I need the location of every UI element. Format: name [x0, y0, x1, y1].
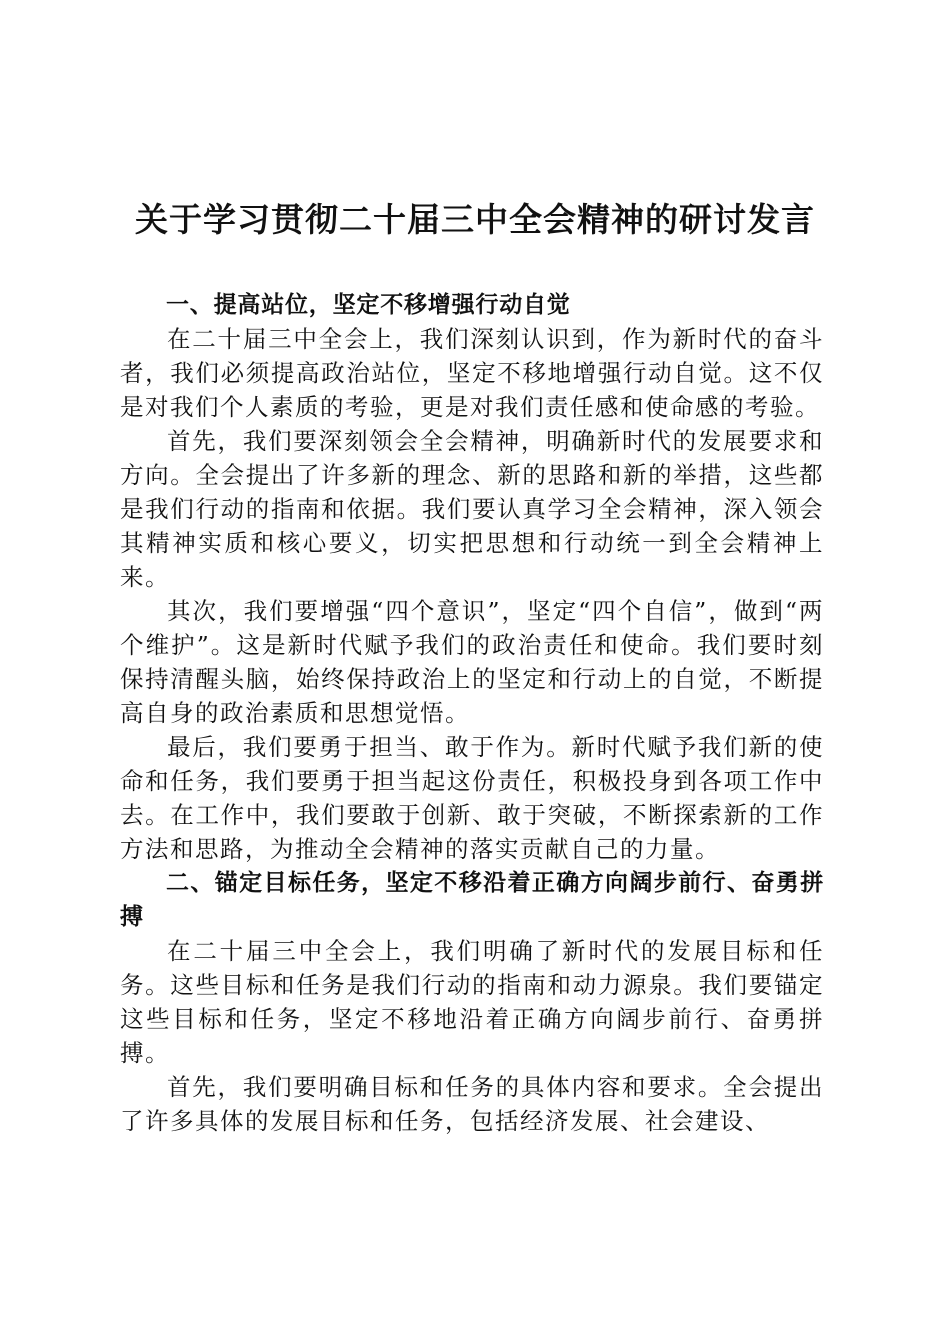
document-title: 关于学习贯彻二十届三中全会精神的研讨发言: [135, 200, 815, 239]
section-2: [120, 866, 824, 1138]
paragraph: 首先，我们要深刻领会全会精神，明确新时代的发展要求和方向。全会提出了许多新的理念、新的思路和新的举措，这些都是我们行动的指南和依据。我们要认真学习全会精神，深入领会其精神实质和核心要义，切实把思想和行动统一到全会精神上来。: [120, 427, 824, 591]
paragraph: 在二十届三中全会上，我们明确了新时代的发展目标和任务。这些目标和任务是我们行动的指南和动力源泉。我们要锚定这些目标和任务，坚定不移地沿着正确方向阔步前行、奋勇拼搏。: [120, 937, 824, 1067]
section-1: [120, 288, 824, 866]
section-heading: 二、锚定目标任务，坚定不移沿着正确方向阔步前行、奋勇拼搏: [120, 870, 824, 930]
paragraph: 其次，我们要增强“四个意识”，坚定“四个自信”，做到“两个维护”。这是新时代赋予我们的政治责任和使命。我们要时刻保持清醒头脑，始终保持政治上的坚定和行动上的自觉，不断提高自身的政治素质和思想觉悟。: [120, 597, 824, 727]
paragraph: 首先，我们要明确目标和任务的具体内容和要求。全会提出了许多具体的发展目标和任务，包括经济发展、社会建设、: [120, 1073, 824, 1135]
paragraph: 在二十届三中全会上，我们深刻认识到，作为新时代的奋斗者，我们必须提高政治站位，坚定不移地增强行动自觉。这不仅是对我们个人素质的考验，更是对我们责任感和使命感的考验。: [120, 325, 824, 421]
paragraph: 最后，我们要勇于担当、敢于作为。新时代赋予我们新的使命和任务，我们要勇于担当起这份责任，积极投身到各项工作中去。在工作中，我们要敢于创新、敢于突破，不断探索新的工作方法和思路，为推动全会精神的落实贡献自己的力量。: [120, 733, 824, 863]
document-body: [120, 288, 824, 1138]
section-heading: 一、提高站位，坚定不移增强行动自觉: [166, 292, 571, 318]
